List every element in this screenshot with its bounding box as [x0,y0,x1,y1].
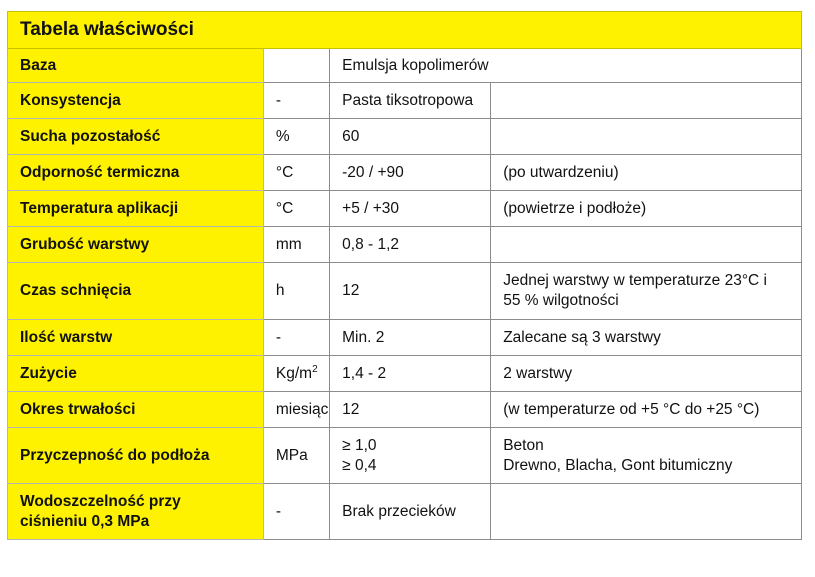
unit-cell-text: miesiąc [275,400,329,418]
unit-cell [263,263,329,320]
table-row [8,320,802,356]
table-row [8,191,802,227]
value-cell-text: 1,4 - 2 [342,364,387,382]
note-cell [491,392,802,428]
property-cell-text: Temperatura aplikacji [20,199,179,217]
property-cell-text: Baza [20,56,57,74]
property-cell-text: Zużycie [20,364,77,382]
table-row [8,119,802,155]
table-row [8,227,802,263]
value-cell-text: Pasta tiksotropowa [342,91,474,109]
value-cell [330,227,491,263]
table-row [8,49,802,83]
note-cell-line: Drewno, Blacha, Gont bitumiczny [503,456,733,474]
note-cell-text: Zalecane są 3 warstwy [503,328,661,346]
property-cell-line: ciśnieniu 0,3 MPa [20,512,150,530]
value-cell [330,392,491,428]
value-cell-text: Brak przecieków [342,502,456,520]
unit-cell [263,49,329,83]
unit-cell [263,155,329,191]
unit-cell-text: h [275,282,285,299]
note-cell [491,155,802,191]
unit-cell-text: - [275,91,282,109]
property-cell-text: Grubość warstwy [20,235,150,253]
value-cell [330,119,491,155]
note-cell [491,191,802,227]
value-cell-text: 0,8 - 1,2 [342,235,400,253]
note-cell [491,356,802,392]
value-cell-text: Emulsja kopolimerów [342,56,489,74]
unit-cell-text: °C [275,199,294,217]
unit-cell [263,320,329,356]
note-cell-line: 55 % wilgotności [503,292,619,309]
unit-cell [263,356,329,392]
property-cell-text: Sucha pozostałość [20,127,161,145]
property-cell-text: Odporność termiczna [20,163,180,181]
property-cell-text: Czas schnięcia [20,282,132,299]
value-cell-line: ≥ 1,0 [342,436,377,454]
note-cell-text: (powietrze i podłoże) [503,199,647,217]
note-cell-line: Beton [503,436,544,454]
unit-cell [263,83,329,119]
table-row [8,392,802,428]
value-cell-text: Min. 2 [342,328,385,346]
unit-cell-text: % [275,127,290,145]
property-cell [8,83,264,119]
unit-cell [263,392,329,428]
value-cell [330,263,491,320]
unit-cell [263,119,329,155]
property-cell [8,119,264,155]
properties-sheet [7,11,802,540]
unit-cell-text: - [275,328,282,346]
unit-cell-text: °C [275,163,294,181]
unit-cell [263,484,329,540]
note-cell-text: (po utwardzeniu) [503,163,619,181]
property-cell-text: Ilość warstw [20,328,113,346]
property-cell [8,484,264,540]
note-cell [491,320,802,356]
note-cell [491,227,802,263]
table-row [8,356,802,392]
note-cell [491,263,802,320]
unit-cell-text: mm [275,235,302,253]
unit-cell-superscript: 2 [312,363,318,375]
property-cell [8,49,264,83]
property-cell-line: Wodoszczelność przy [20,492,181,510]
value-cell-line: ≥ 0,4 [342,456,377,474]
table-row [8,155,802,191]
property-cell [8,227,264,263]
property-cell [8,356,264,392]
value-cell [330,320,491,356]
table-row [8,484,802,540]
value-cell [330,49,802,83]
value-cell [330,428,491,484]
property-cell [8,263,264,320]
note-cell-text: 2 warstwy [503,364,573,382]
unit-cell-text: MPa [275,446,308,464]
table-title: Tabela właściwości [8,12,802,49]
unit-cell-text: Kg/m [275,364,313,382]
value-cell-text: 12 [342,400,360,418]
property-cell [8,155,264,191]
value-cell-text: 12 [342,282,360,299]
property-cell-text: Okres trwałości [20,400,136,418]
property-cell-text: Przyczepność do podłoża [20,446,210,464]
property-cell [8,428,264,484]
value-cell-text: +5 / +30 [342,199,400,217]
note-cell-text: (w temperaturze od +5 °C do +25 °C) [503,400,760,418]
table-row [8,83,802,119]
property-cell [8,392,264,428]
value-cell-text: 60 [342,127,360,145]
table-row [8,428,802,484]
unit-cell-text: - [275,502,282,520]
properties-table [7,11,802,540]
value-cell-text: -20 / +90 [342,163,404,181]
property-cell [8,320,264,356]
note-cell [491,119,802,155]
property-cell [8,191,264,227]
table-row [8,263,802,320]
note-cell [491,83,802,119]
value-cell [330,155,491,191]
note-cell-line: Jednej warstwy w temperaturze 23°C i [503,272,767,289]
value-cell [330,484,491,540]
unit-cell [263,227,329,263]
value-cell [330,356,491,392]
table-title-row [8,12,802,49]
note-cell [491,484,802,540]
value-cell [330,191,491,227]
unit-cell [263,428,329,484]
note-cell [491,428,802,484]
unit-cell [263,191,329,227]
property-cell-text: Konsystencja [20,91,121,109]
value-cell [330,83,491,119]
